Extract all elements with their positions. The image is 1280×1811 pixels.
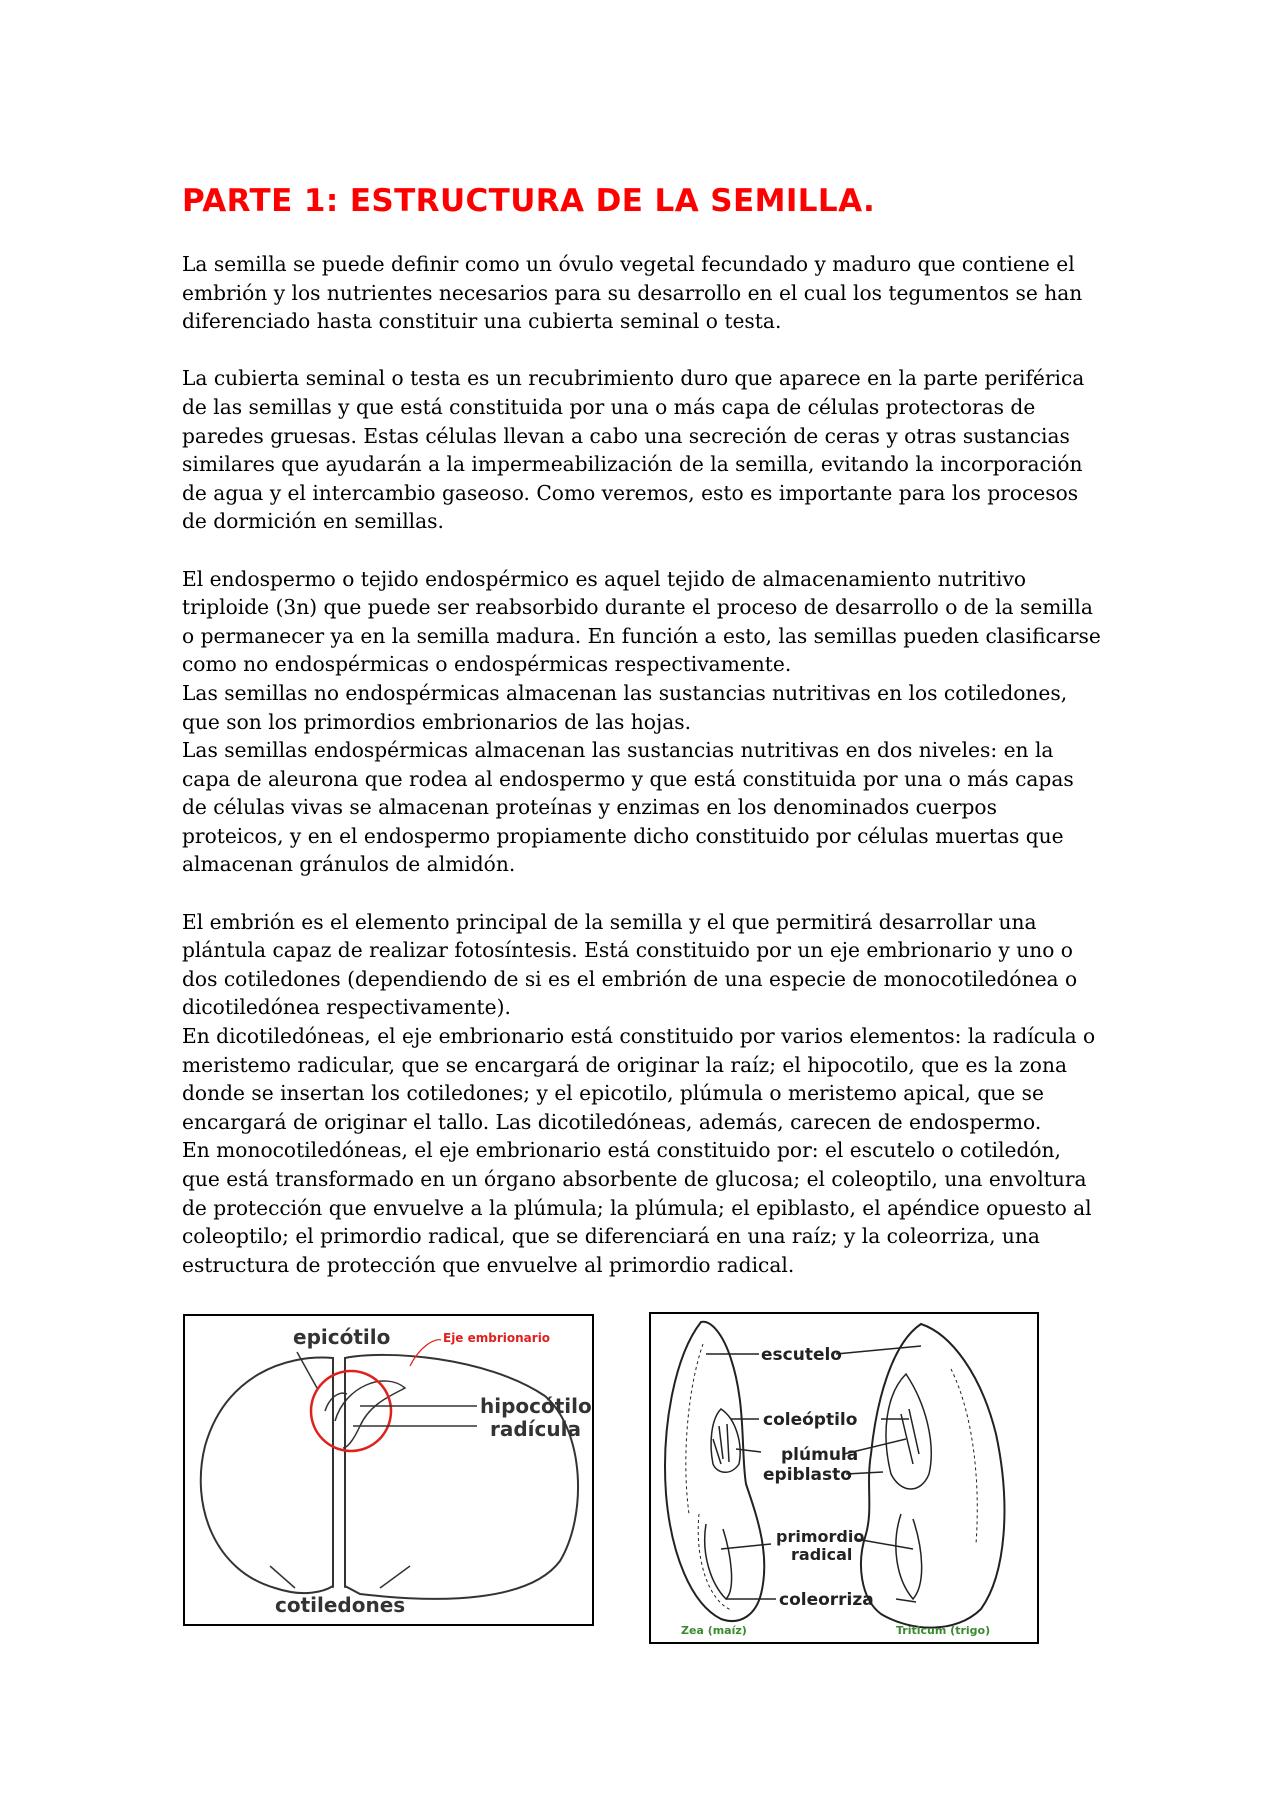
label-primordio: primordio bbox=[776, 1527, 865, 1546]
paragraph-gap bbox=[182, 536, 1102, 565]
page-title: PARTE 1: ESTRUCTURA DE LA SEMILLA. bbox=[182, 183, 876, 219]
monocot-seed-figure bbox=[649, 1312, 1039, 1644]
dicot-seed-drawing bbox=[185, 1316, 592, 1624]
dicot-seed-figure bbox=[183, 1314, 594, 1626]
label-radicula: radícula bbox=[490, 1417, 581, 1441]
label-coleorriza: coleorriza bbox=[779, 1590, 874, 1610]
label-coleoptilo: coleóptilo bbox=[763, 1410, 858, 1430]
paragraph: En dicotiledóneas, el eje embrionario está constituido por varios elementos: la radícula o meristemo radicular, que se encargará de originar la raíz; el hipocotilo, que es la zona donde se insertan los cotiledones; y el epicotilo, plúmula o meristemo apical, que se encargará de originar el tallo. Las dicotiledóneas, además, carecen de endospermo. bbox=[182, 1024, 1096, 1134]
paragraph-gap bbox=[182, 879, 1102, 908]
label-epicotilo: epicótilo bbox=[293, 1325, 391, 1349]
label-triticum: Triticum (trigo) bbox=[896, 1624, 991, 1637]
paragraph: En monocotiledóneas, el eje embrionario está constituido por: el escutelo o cotiledón, que está transformado en un órgano absorbente de glucosa; el coleoptilo, una envoltura de protección que envuelve a la plúmula; la plúmula; el epiblasto, el apéndice opuesto al coleoptilo; el primordio radical, que se diferenciará en una raíz; y la coleorriza, una estructura de protección que envuelve al primordio radical. bbox=[182, 1138, 1092, 1277]
paragraph: El endospermo o tejido endospérmico es aquel tejido de almacenamiento nutritivo triploide (3n) que puede ser reabsorbido durante el proceso de desarrollo o de la semilla o permanecer ya en la semilla madura. En función a esto, las semillas pueden clasificarse como no endospérmicas o endospérmicas respectivamente. bbox=[182, 566, 1101, 677]
paragraph: Las semillas endospérmicas almacenan las sustancias nutritivas en dos niveles: en la capa de aleurona que rodea al endospermo y que está constituida por una o más capas de células vivas se almacenan proteínas y enzimas en los denominados cuerpos proteicos, y en el endospermo propiamente dicho constituido por células muertas que almacenan gránulos de almidón. bbox=[182, 738, 1074, 877]
embryo-axis-highlight bbox=[311, 1371, 391, 1451]
paragraph: Las semillas no endospérmicas almacenan las sustancias nutritivas en los cotiledones, que son los primordios embrionarios de las hojas. bbox=[182, 680, 1068, 734]
label-cotiledones: cotiledones bbox=[275, 1593, 406, 1617]
label-eje-embrionario: Eje embrionario bbox=[443, 1331, 551, 1345]
label-hipocotilo: hipocótilo bbox=[480, 1394, 592, 1418]
label-radical: radical bbox=[791, 1545, 853, 1564]
paragraph: El embrión es el elemento principal de la semilla y el que permitirá desarrollar una plántula capaz de realizar fotosíntesis. Está constituido por un eje embrionario y uno o dos cotiledones (dependiendo de si es el embrión de una especie de monocotiledónea o dicotiledónea respectivamente). bbox=[182, 909, 1078, 1020]
label-plumula: plúmula bbox=[781, 1445, 859, 1465]
label-epiblasto: epiblasto bbox=[763, 1465, 852, 1485]
paragraph: La semilla se puede definir como un óvulo vegetal fecundado y maduro que contiene el embrión y los nutrientes necesarios para su desarrollo en el cual los tegumentos se han diferenciado hasta constituir una cubierta seminal o testa. bbox=[182, 252, 1083, 334]
body-text bbox=[182, 250, 1102, 1279]
paragraph: La cubierta seminal o testa es un recubrimiento duro que aparece en la parte periférica de las semillas y que está constituida por una o más capa de células protectoras de paredes gruesas. Estas células llevan a cabo una secreción de ceras y otras sustancias similares que ayudarán a la impermeabilización de la semilla, evitando la incorporación de agua y el intercambio gaseoso. Como veremos, esto es importante para los procesos de dormición en semillas. bbox=[182, 366, 1085, 534]
monocot-seed-drawing bbox=[651, 1314, 1037, 1642]
label-escutelo: escutelo bbox=[761, 1345, 842, 1365]
paragraph-gap bbox=[182, 336, 1102, 365]
label-zea: Zea (maíz) bbox=[681, 1624, 747, 1637]
